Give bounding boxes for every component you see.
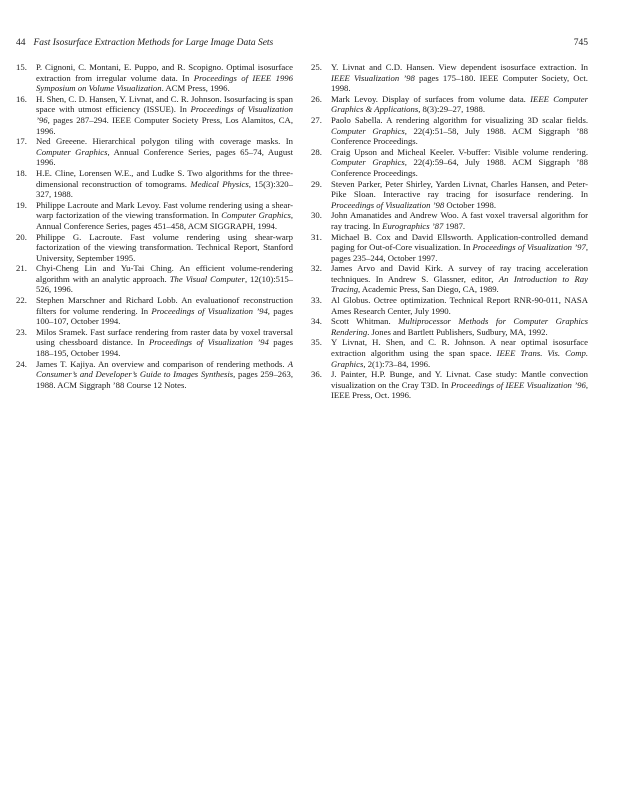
reference-text: Ned Greeene. Hierarchical polygon tiling with coverage masks. In: [36, 136, 293, 147]
reference-item: [311, 369, 588, 401]
reference-text: Mark Levoy. Display of surfaces from volume data.: [331, 93, 531, 104]
reference-text: , 8(3):29–27, 1988.: [418, 104, 486, 115]
reference-text: , IEEE Press, Oct. 1996.: [331, 379, 588, 401]
reference-title: Computer Graphics: [331, 157, 405, 168]
reference-text: , pages 235–244, October 1997.: [331, 242, 588, 263]
reference-number: 35.: [311, 337, 322, 348]
reference-item: [311, 115, 588, 147]
reference-title: Proceedings of Visualization ’97: [472, 242, 586, 253]
reference-text: P. Cignoni, C. Montani, E. Puppo, and R. Scopigno. Optimal isosurface extraction from irregular volume data. In: [36, 62, 293, 83]
reference-number: 33.: [311, 295, 322, 306]
reference-title: Computer Graphics: [331, 125, 405, 136]
reference-text: Scott Whitman.: [331, 316, 399, 327]
reference-text: Michael B. Cox and David Ellsworth. Application-controlled demand paging for Out-of-Core visualization. In: [331, 231, 588, 253]
reference-text: Y Livnat, H. Shen, and C. R. Johnson. A near optimal isosurface extraction algorithm using the span space.: [331, 337, 588, 359]
reference-item: [311, 263, 588, 295]
reference-item: [311, 147, 588, 179]
reference-title: IEEE Visualization ’98: [331, 72, 415, 83]
reference-item: [311, 232, 588, 264]
page-number: 745: [573, 38, 588, 48]
reference-number: 32.: [311, 263, 322, 274]
reference-number: 22.: [16, 295, 27, 306]
reference-item: [16, 263, 293, 295]
reference-text: Steven Parker, Peter Shirley, Yarden Livnat, Charles Hansen, and Peter-Pike Sloan. Interactive ray tracing for isosurface rendering. In: [331, 178, 588, 200]
reference-text: 1987.: [443, 220, 466, 231]
running-header: [16, 37, 588, 49]
reference-text: , 12(10):515–526, 1996.: [36, 273, 294, 295]
reference-text: J. Painter, H.P. Bunge, and Y. Livnat. Case study: Mantle convection visualization on the Cray T3D. In: [331, 369, 588, 390]
reference-text: , 2(1):73–84, 1996.: [363, 358, 431, 369]
reference-number: 19.: [16, 199, 27, 210]
reference-item: [16, 232, 293, 264]
references-left-column: [16, 62, 293, 390]
reference-text: , 22(4):51–58, July 1988. ACM Siggraph ’88 Conference Proceedings.: [331, 125, 588, 147]
reference-text: Stephen Marschner and Richard Lobb. An evaluationof reconstruction filters for volume rendering. In: [36, 295, 293, 316]
reference-text: H.E. Cline, Lorensen W.E., and Ludke S. Two algorithms for the three-dimensional reconstruction of tomograms.: [36, 167, 293, 189]
reference-number: 34.: [311, 316, 322, 327]
reference-title: Multiprocessor Methods for Computer Graphics Rendering: [331, 316, 588, 337]
chapter-number: 44: [16, 38, 26, 48]
reference-text: , pages 259–263, 1988. ACM Siggraph ’88 Course 12 Notes.: [36, 369, 293, 390]
reference-number: 27.: [311, 114, 322, 125]
reference-title: IEEE Trans. Vis. Comp. Graphics: [331, 348, 589, 369]
reference-text: Philippe Lacroute and Mark Levoy. Fast volume rendering using a shear-warp factorization of the viewing transformation. In: [36, 199, 293, 221]
reference-item: [311, 316, 588, 337]
reference-number: 17.: [16, 136, 27, 147]
reference-number: 23.: [16, 326, 27, 337]
reference-number: 28.: [311, 146, 322, 157]
reference-number: 16.: [16, 93, 27, 104]
reference-text: . ACM Press, 1996.: [161, 83, 230, 94]
reference-text: , 22(4):59–64, July 1988. ACM Siggraph ’88 Conference Proceedings.: [331, 157, 588, 178]
reference-item: [16, 327, 293, 359]
reference-number: 18.: [16, 167, 27, 178]
reference-title: Proceedings of Visualization ’98: [331, 199, 445, 210]
reference-title: Proceedings of IEEE 1996 Symposium on Volume Visualization: [36, 72, 293, 94]
reference-text: , pages 100–107, October 1994.: [36, 305, 293, 327]
reference-number: 15.: [16, 62, 27, 72]
reference-text: James T. Kajiya. An overview and comparison of rendering methods.: [36, 358, 288, 369]
reference-title: An Introduction to Ray Tracing: [331, 273, 588, 295]
reference-text: , 15(3):320–327, 1988.: [36, 178, 293, 200]
reference-text: Craig Upson and Micheal Keeler. V-buffer: Visible volume rendering.: [331, 146, 588, 157]
reference-item: [16, 295, 293, 327]
chapter-title: Fast Isosurface Extraction Methods for Large Image Data Sets: [33, 38, 274, 48]
reference-title: IEEE Computer Graphics & Applications: [331, 93, 588, 115]
reference-title: Proceedings of IEEE Visualization ’96: [450, 379, 586, 390]
reference-number: 24.: [16, 358, 27, 369]
reference-item: [16, 62, 293, 94]
reference-text: pages 175–180. IEEE Computer Society, Oct. 1998.: [331, 72, 588, 94]
reference-text: , pages 287–294. IEEE Computer Society Press, Los Alamitos, CA, 1996.: [36, 114, 293, 136]
reference-item: [311, 62, 588, 94]
reference-text: pages 188–195, October 1994.: [36, 337, 294, 359]
reference-text: October 1998.: [444, 199, 497, 210]
reference-item: [311, 295, 588, 316]
references-right-column: [311, 62, 588, 401]
reference-number: 29.: [311, 178, 322, 189]
reference-title: Proceedings of Visualization ’96: [36, 104, 293, 125]
reference-item: [16, 94, 293, 136]
reference-item: [16, 136, 293, 168]
reference-title: Eurographics ’87: [382, 220, 444, 231]
reference-number: 31.: [311, 231, 322, 242]
reference-item: [16, 200, 293, 232]
reference-number: 20.: [16, 231, 27, 242]
reference-item: [311, 179, 588, 211]
reference-text: Al Globus. Octree optimization. Technical Report RNR-90-011, NASA Ames Research Center, July 1990.: [331, 295, 588, 316]
reference-title: Proceedings of Visualization ’94: [148, 337, 269, 348]
reference-item: [311, 337, 588, 369]
reference-item: [16, 168, 293, 200]
reference-number: 25.: [311, 62, 322, 72]
reference-text: , Annual Conference Series, pages 451–458, ACM SIGGRAPH, 1994.: [36, 210, 294, 231]
reference-title: The Visual Computer: [169, 273, 245, 284]
reference-text: Philippe G. Lacroute. Fast volume rendering using shear-warp factorization of the viewing transformation. Technical Report, Stanford University, September 1995.: [36, 231, 293, 263]
reference-title: Proceedings of Visualization ’94: [151, 305, 268, 316]
reference-text: John Amanatides and Andrew Woo. A fast voxel traversal algorithm for ray tracing. In: [331, 210, 588, 231]
reference-title: Computer Graphics: [221, 210, 291, 221]
reference-item: [16, 359, 293, 391]
reference-item: [311, 94, 588, 115]
reference-text: . Jones and Bartlett Publishers, Sudbury, MA, 1992.: [367, 326, 548, 337]
reference-text: , Annual Conference Series, pages 65–74, August 1996.: [36, 146, 294, 168]
reference-number: 26.: [311, 93, 322, 104]
reference-title: A Consumer’s and Developer’s Guide to Images Synthesis: [36, 358, 293, 380]
reference-item: [311, 210, 588, 231]
reference-text: Chyi-Cheng Lin and Yu-Tai Ching. An efficient volume-rendering algorithm with an analytic approach.: [36, 263, 293, 284]
reference-number: 21.: [16, 263, 27, 274]
reference-text: , Academic Press, San Diego, CA, 1989.: [358, 284, 499, 295]
reference-title: Medical Physics: [190, 178, 249, 189]
reference-title: Computer Graphics: [36, 146, 108, 157]
reference-text: Paolo Sabella. A rendering algorithm for visualizing 3D scalar fields.: [331, 114, 588, 125]
reference-text: H. Shen, C. D. Hansen, Y. Livnat, and C. R. Johnson. Isosurfacing is span space with utmost efficiency (ISSUE). In: [36, 93, 293, 115]
reference-text: James Arvo and David Kirk. A survey of ray tracing acceleration techniques. In Andrew S. Glassner, editor,: [331, 263, 588, 284]
reference-text: Y. Livnat and C.D. Hansen. View dependent isosurface extraction. In: [331, 62, 588, 72]
reference-text: Milos Sramek. Fast surface rendering from raster data by voxel traversal using chessboard distance. In: [36, 326, 293, 348]
reference-number: 30.: [311, 210, 322, 221]
reference-number: 36.: [311, 369, 322, 380]
